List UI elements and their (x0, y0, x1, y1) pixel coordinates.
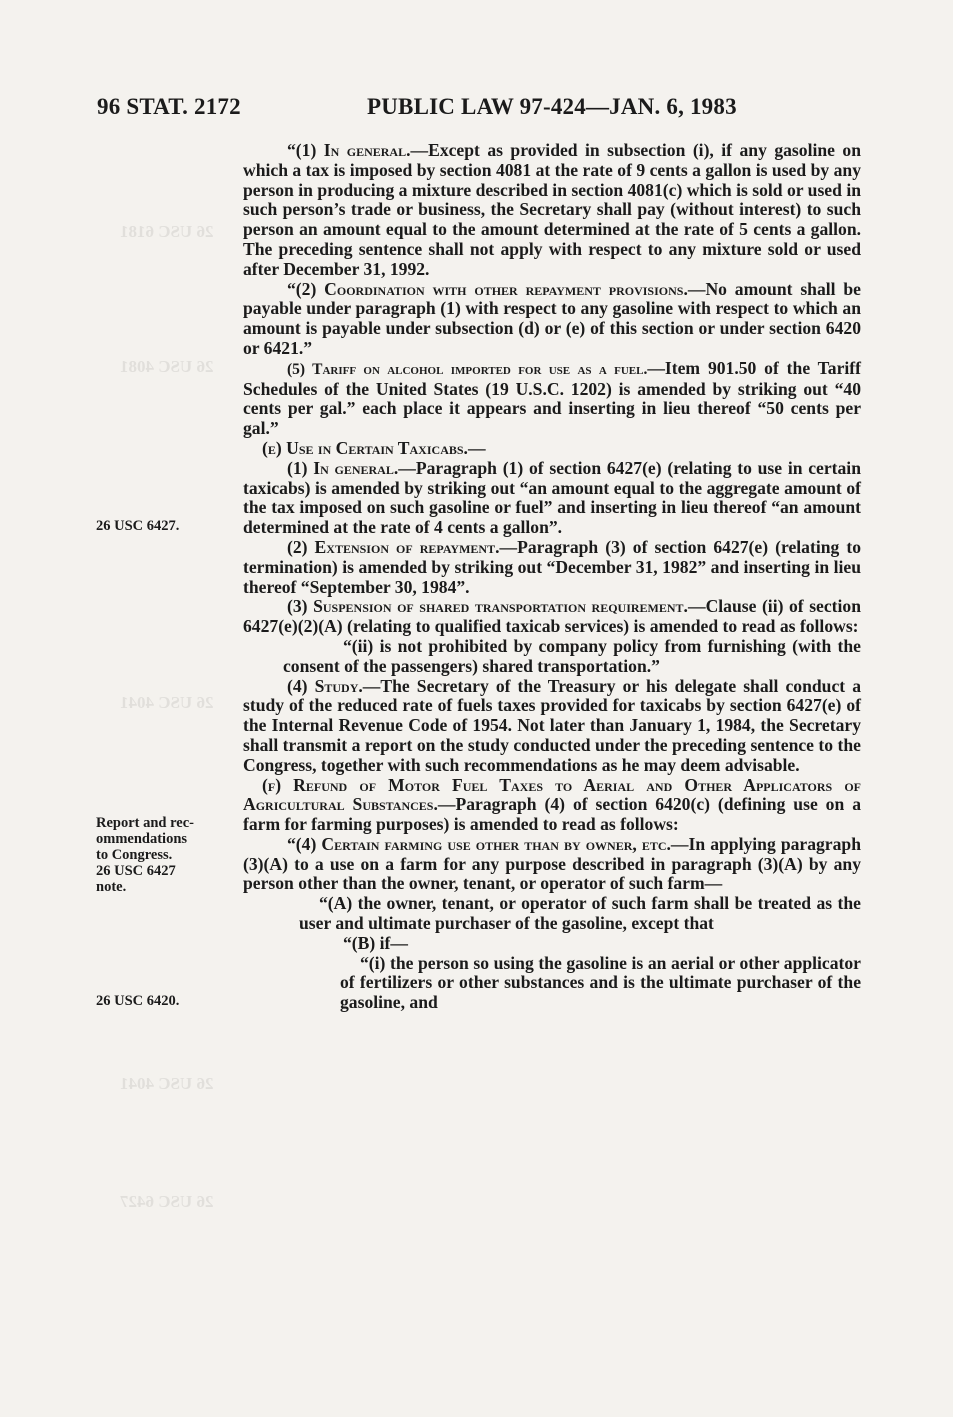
paragraph-f4 (243, 835, 861, 894)
clause-i: “(i) the person so using the gasoline is an aerial or other applicator of fertilizers or other substances and is the ultimate purchaser of the gasoline, and (340, 952, 861, 1013)
margin-note-26-usc-6427: 26 USC 6427. (96, 518, 180, 534)
margin-note-line: to Congress. (96, 847, 173, 863)
margin-note-26-usc-6420: 26 USC 6420. (96, 993, 180, 1009)
paragraph-heading: (2) Extension of repayment. (287, 536, 500, 557)
public-law-title: PUBLIC LAW 97-424—JAN. 6, 1983 (367, 94, 737, 119)
paragraph-2 (243, 280, 861, 359)
subsection-f (243, 776, 861, 835)
subparagraph-a: “(A) the owner, tenant, or operator of such farm shall be treated as the user and ultimate purchaser of the gasoline, except that (299, 893, 861, 934)
paragraph-text: —Clause (ii) of section 6427(e)(2)(A) (relating to qualified taxicab services) is amended to read as follows: (243, 596, 861, 637)
paragraph-text: —Paragraph (4) of section 6420(c) (defining use on a farm for farming purposes) is amended to read as follows: (243, 794, 861, 835)
paragraph-text: —Paragraph (3) of section 6427(e) (relating to termination) is amended by striking out “December 31, 1982” and inserting in lieu thereof “September 30, 1984”. (243, 536, 861, 597)
paragraph-text: —Paragraph (1) of section 6427(e) (relating to use in certain taxicabs) is amended by striking out “an amount equal to the aggregate amount of the tax imposed on such gasoline or fuel” and inserting in lieu thereof “an amount determined at the rate of 4 cents a gallon”. (243, 457, 861, 538)
paragraph-heading: “(1) In general. (287, 140, 411, 160)
paragraph-heading: (1) In general. (287, 457, 399, 478)
paragraph-e1 (243, 459, 861, 538)
bleed-through-decoration: 26 USC 4041 (120, 1074, 214, 1093)
subsection-heading: (e) Use in Certain Taxicabs. (262, 437, 468, 458)
paragraph-e3-quote: “(ii) is not prohibited by company policy from furnishing (with the consent of the passengers) shared transportation.” (283, 635, 861, 676)
paragraph-text: —In applying paragraph (3)(A) to a use on a farm for any purpose described in paragraph (3)(A) by any person other than the owner, tenant, or operator of such farm— (243, 833, 861, 894)
margin-note-line: ommendations (96, 831, 188, 847)
bleed-through-decoration: 26 USC 6427 (120, 1192, 214, 1211)
paragraph-heading: (5) Tariff on alcohol imported for use as a fuel. (287, 360, 648, 378)
margin-note-line: 26 USC 6427 (96, 863, 176, 879)
paragraph-e4 (243, 677, 861, 776)
paragraph-text: —The Secretary of the Treasury or his delegate shall conduct a study of the reduced rate of fuels taxes provided for taxicabs by section 6427(e) of the Internal Revenue Code of 1954. Not later than January 1, 1984, the Secretary shall transmit a report on the study conducted under the preceding sentence to the Congress, together with such recommendations as he may deem advisable. (243, 675, 861, 775)
paragraph-heading: (3) Suspension of shared transportation requirement. (287, 596, 688, 617)
paragraph-text: —No amount shall be payable under paragraph (1) with respect to any gasoline with respect to which an amount is payable under subsection (d) or (e) of this section or under section 6420 or 6421.” (243, 278, 861, 358)
margin-note-line: Report and rec- (96, 815, 194, 831)
subsection-e (243, 439, 861, 459)
paragraph-e2 (243, 538, 861, 597)
paragraph-heading: (4) Study. (287, 675, 363, 696)
bleed-through-decoration: 26 USC 4081 (120, 357, 214, 376)
paragraph-heading: “(2) Coordination with other repayment provisions. (287, 278, 688, 299)
paragraph-5 (243, 359, 861, 439)
paragraph-text: —Item 901.50 of the Tariff Schedules of the United States (19 U.S.C. 1202) is amended by striking out “40 cents per gal.” each place it appears and inserting in lieu thereof “50 cents per gal.” (243, 357, 861, 439)
bleed-through-decoration: 26 USC 6181 (120, 222, 214, 241)
statute-page-number: 96 STAT. 2172 (97, 94, 241, 119)
margin-note-line: note. (96, 879, 127, 895)
subsection-heading: (f) Refund of Motor Fuel Taxes to Aerial and Other Applicators of Agricultural Substances. (243, 774, 861, 815)
paragraph-heading: “(4) Certain farming use other than by owner, etc. (287, 833, 671, 854)
subsection-dash: — (467, 437, 486, 458)
statute-body (243, 141, 861, 1013)
paragraph-e3 (243, 597, 861, 637)
bleed-through-decoration: 26 USC 4041 (120, 693, 214, 712)
subparagraph-b: “(B) if— (343, 932, 408, 953)
margin-note-report (96, 815, 236, 895)
paragraph-1 (243, 141, 861, 280)
paragraph-text: —Except as provided in subsection (i), if any gasoline on which a tax is imposed by section 4081 at the rate of 9 cents a gallon is used by any person in producing a mixture described in section 4081(c) which is sold or used in such person’s trade or business, the Secretary shall pay (without interest) to such person an amount equal to the amount determined at the rate of 5 cents a gallon. The preceding sentence shall not apply with respect to any mixture sold or used after December 31, 1992. (243, 140, 861, 279)
